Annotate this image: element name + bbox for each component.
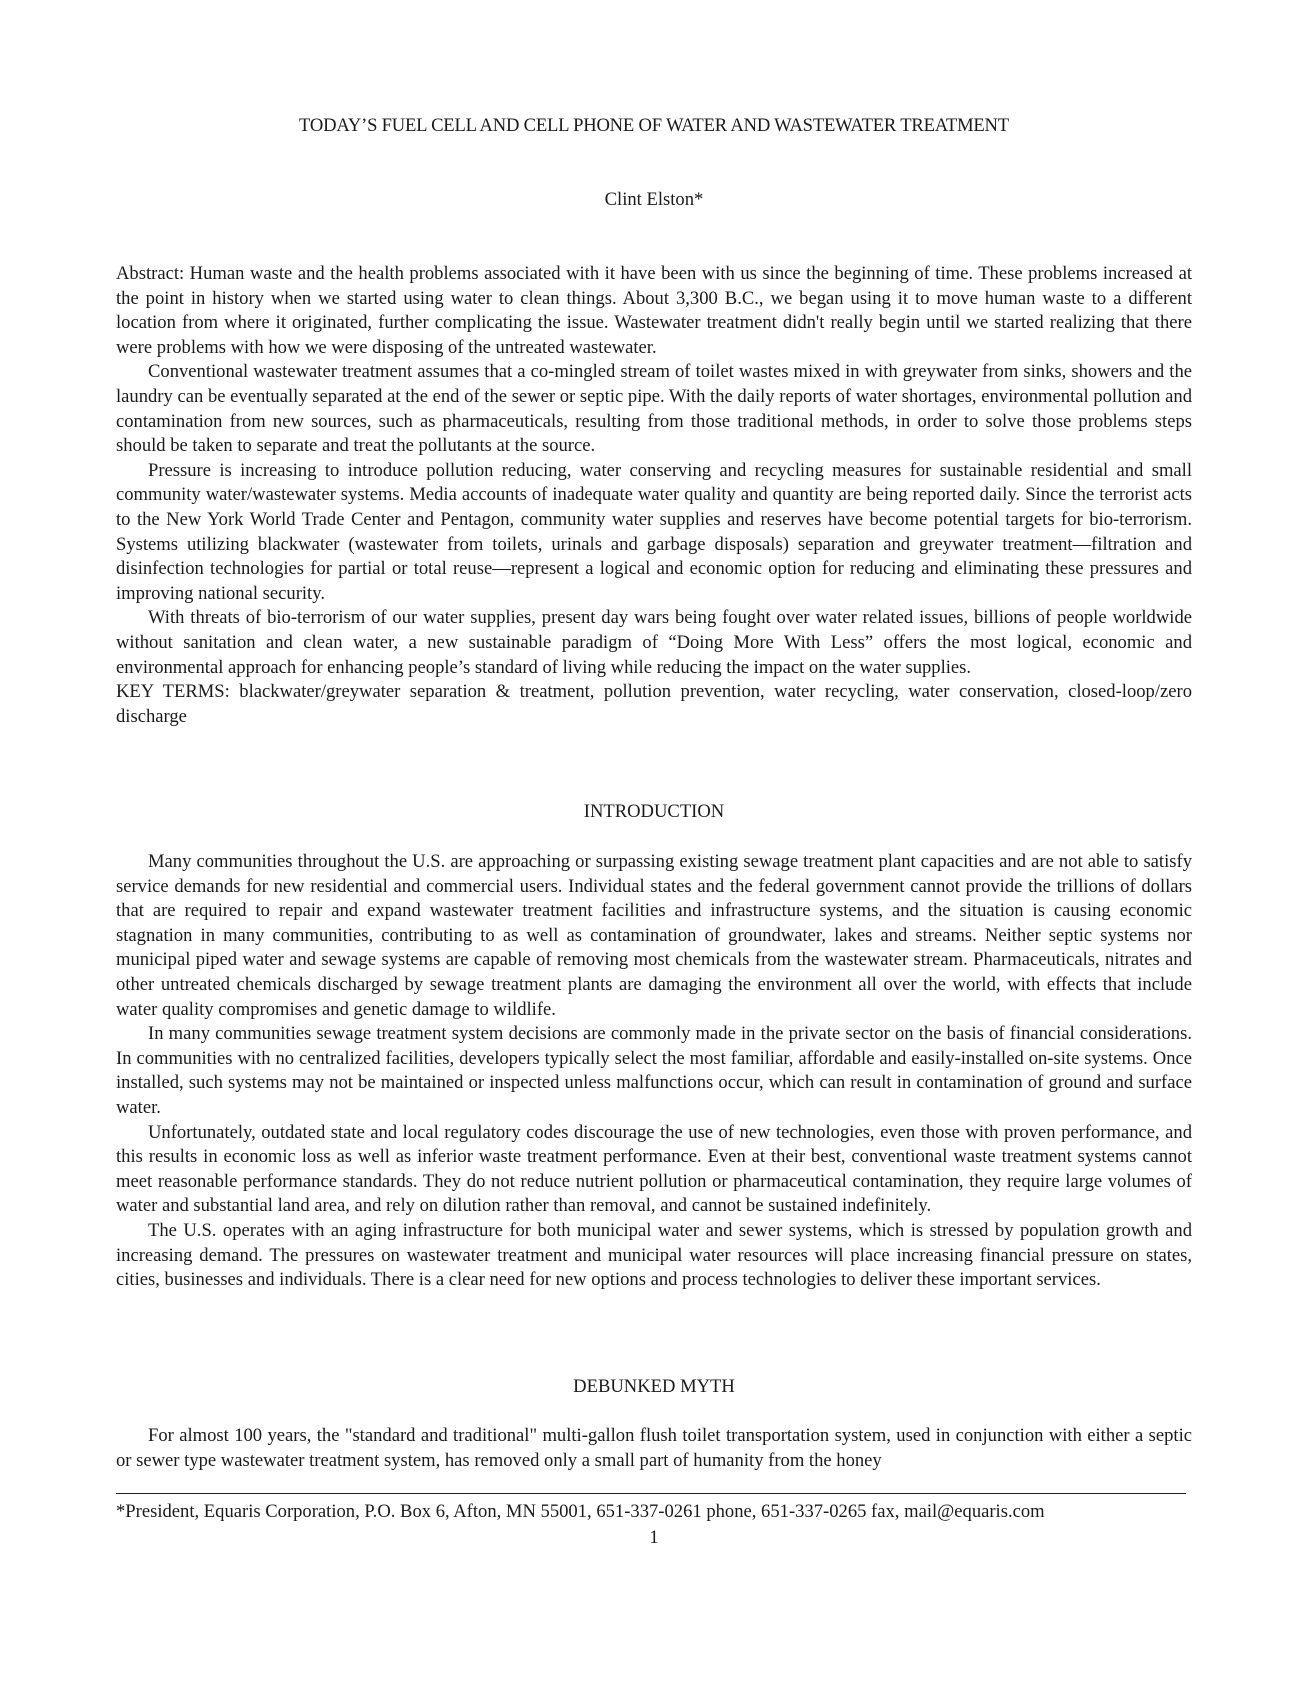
debunked-myth-paragraph: For almost 100 years, the "standard and traditional" multi-gallon flush toilet transportation system, used in conjunction with either a septic or sewer type wastewater treatment system, has removed only a small part of humanity from the honey <box>116 1425 1192 1471</box>
abstract-paragraph: With threats of bio-terrorism of our water supplies, present day wars being fought over water related issues, billions of people worldwide without sanitation and clean water, a new sustainable paradigm of “Doing More With Less” offers the most logical, economic and environmental approach for enhancing people’s standard of living while reducing the impact on the water supplies. <box>116 607 1192 678</box>
introduction-paragraph: The U.S. operates with an aging infrastructure for both municipal water and sewer systems, which is stressed by population growth and increasing demand. The pressures on wastewater treatment and municipal water resources will place increasing financial pressure on states, cities, businesses and individuals. There is a clear need for new options and process technologies to deliver these important services. <box>116 1219 1192 1291</box>
introduction-paragraph: In many communities sewage treatment system decisions are commonly made in the private sector on the basis of financial considerations. In communities with no centralized facilities, developers typically select the most familiar, affordable and easily-installed on-site systems. Once installed, such systems may not be maintained or inspected unless malfunctions occur, which can result in contamination of ground and surface water. <box>116 1023 1192 1118</box>
debunked-myth-heading: DEBUNKED MYTH <box>573 1376 735 1397</box>
introduction-paragraph: Many communities throughout the U.S. are approaching or surpassing existing sewage treatment plant capacities and are not able to satisfy service demands for new residential and commercial users. Individual states and the federal government cannot provide the trillions of dollars that are required to repair and expand wastewater treatment facilities and infrastructure systems, and the situation is causing economic stagnation in many communities, contributing to as well as contamination of groundwater, lakes and streams. Neither septic systems nor municipal piped water and sewage systems are capable of removing most chemicals from the wastewater stream. Pharmaceuticals, nitrates and other untreated chemicals discharged by sewage treatment plants are damaging the environment all over the world, with effects that include water quality compromises and genetic damage to wildlife. <box>116 851 1192 1020</box>
author-footnote: *President, Equaris Corporation, P.O. Box 6, Afton, MN 55001, 651-337-0261 phone, 651-337-0265 fax, mail@equaris.com <box>116 1501 1045 1522</box>
introduction-heading: INTRODUCTION <box>583 801 725 822</box>
abstract-section <box>116 262 1192 729</box>
key-terms: KEY TERMS: blackwater/greywater separation & treatment, pollution prevention, water recycling, water conservation, closed-loop/zero discharge <box>116 681 1192 727</box>
abstract-paragraph: Abstract: Human waste and the health problems associated with it have been with us since the beginning of time. These problems increased at the point in history when we started using water to clean things. About 3,300 B.C., we began using it to move human waste to a different location from where it originated, further complicating the issue. Wastewater treatment didn't really begin until we started realizing that there were problems with how we were disposing of the untreated wastewater. <box>116 263 1192 358</box>
debunked-myth-section <box>116 1424 1192 1473</box>
abstract-paragraph: Pressure is increasing to introduce pollution reducing, water conserving and recycling measures for sustainable residential and small community water/wastewater systems. Media accounts of inadequate water quality and quantity are being reported daily. Since the terrorist acts to the New York World Trade Center and Pentagon, community water supplies and reserves have become potential targets for bio-terrorism. Systems utilizing blackwater (wastewater from toilets, urinals and garbage disposals) separation and greywater treatment—filtration and disinfection technologies for partial or total reuse—represent a logical and economic option for reducing and eliminating these pressures and improving national security. <box>116 459 1192 604</box>
paper-title: TODAY’S FUEL CELL AND CELL PHONE OF WATER AND WASTEWATER TREATMENT <box>299 115 1009 136</box>
introduction-paragraph: Unfortunately, outdated state and local regulatory codes discourage the use of new technologies, even those with proven performance, and this results in economic loss as well as inferior waste treatment performance. Even at their best, conventional waste treatment systems cannot meet reasonable performance standards. They do not reduce nutrient pollution or pharmaceutical contamination, they require large volumes of water and substantial land area, and rely on dilution rather than removal, and cannot be sustained indefinitely. <box>116 1121 1192 1217</box>
page-number: 1 <box>649 1527 659 1548</box>
introduction-section <box>116 850 1192 1293</box>
author-name: Clint Elston* <box>604 189 704 210</box>
footnote-divider <box>116 1493 1186 1494</box>
abstract-paragraph: Conventional wastewater treatment assumes that a co-mingled stream of toilet wastes mixed in with greywater from sinks, showers and the laundry can be eventually separated at the end of the sewer or septic pipe. With the daily reports of water shortages, environmental pollution and contamination from new sources, such as pharmaceuticals, resulting from those traditional methods, in order to solve those problems steps should be taken to separate and treat the pollutants at the source. <box>116 361 1192 457</box>
